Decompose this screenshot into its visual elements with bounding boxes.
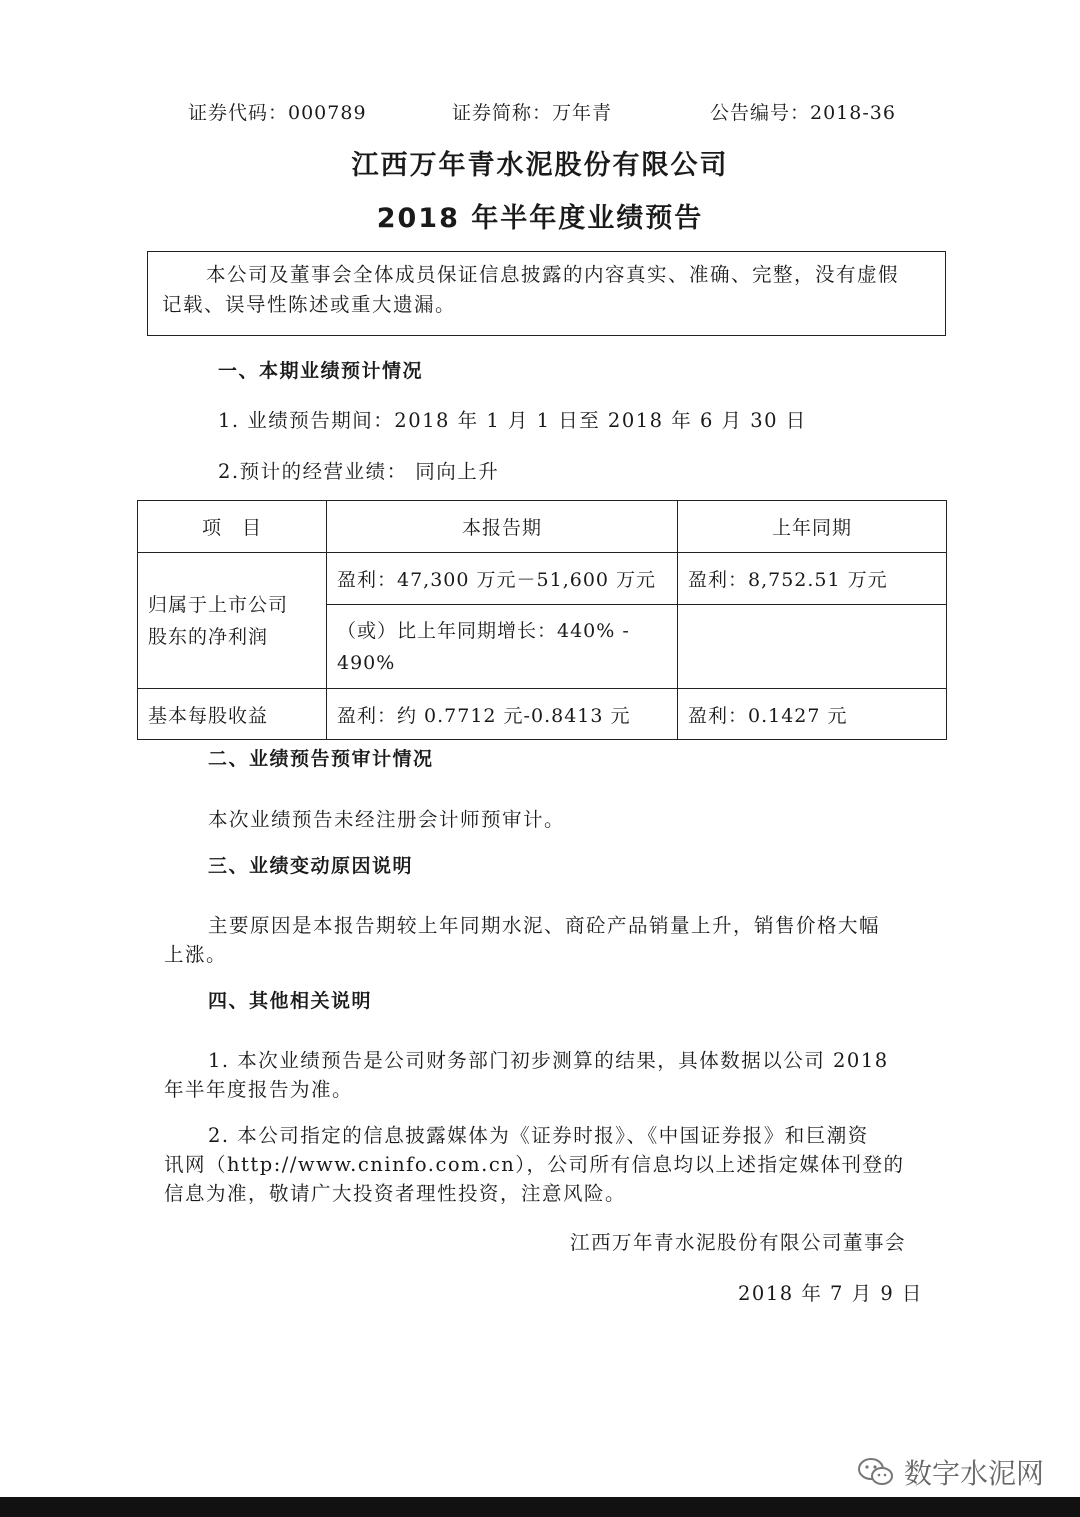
disclaimer-box bbox=[147, 251, 946, 336]
watermark bbox=[856, 1452, 1044, 1492]
row-label-net-profit: 归属于上市公司 股东的净利润 bbox=[138, 553, 327, 689]
table-header-prior: 上年同期 bbox=[678, 501, 947, 553]
company-title: 江西万年青水泥股份有限公司 bbox=[351, 150, 729, 181]
bottom-edge-bar bbox=[0, 1497, 1080, 1517]
net-profit-growth-prior bbox=[678, 605, 947, 689]
section-2-heading: 二、业绩预告预审计情况 bbox=[208, 748, 434, 770]
row-label-eps: 基本每股收益 bbox=[138, 689, 327, 740]
section-4-p1-line-1: 1. 本次业绩预告是公司财务部门初步测算的结果，具体数据以公司 2018 bbox=[208, 1049, 889, 1072]
table-header-item: 项 目 bbox=[138, 501, 327, 553]
net-profit-prior: 盈利：8,752.51 万元 bbox=[678, 553, 947, 605]
wechat-icon bbox=[856, 1456, 896, 1488]
table-header-current: 本报告期 bbox=[327, 501, 678, 553]
section-1-heading: 一、本期业绩预计情况 bbox=[218, 360, 424, 382]
disclaimer-line-1: 本公司及董事会全体成员保证信息披露的内容真实、准确、完整，没有虚假 bbox=[206, 263, 900, 286]
forecast-period: 1. 业绩预告期间：2018 年 1 月 1 日至 2018 年 6 月 30 日 bbox=[218, 409, 807, 432]
section-4-p2-line-2: 讯网（http://www.cninfo.com.cn），公司所有信息均以上述指定媒体刊登的 bbox=[164, 1153, 905, 1176]
section-2-body: 本次业绩预告未经注册会计师预审计。 bbox=[208, 808, 566, 831]
section-4-p1-line-2: 年半年度报告为准。 bbox=[164, 1078, 354, 1101]
section-4-heading: 四、其他相关说明 bbox=[208, 990, 373, 1012]
notice-number: 公告编号：2018-36 bbox=[710, 102, 896, 124]
section-4-p2-line-3: 信息为准，敬请广大投资者理性投资，注意风险。 bbox=[164, 1182, 627, 1205]
watermark-text: 数字水泥网 bbox=[903, 1457, 1044, 1490]
section-3-heading: 三、业绩变动原因说明 bbox=[208, 855, 414, 877]
net-profit-growth: （或）比上年同期增长：440% - 490% bbox=[327, 605, 678, 689]
stock-code: 证券代码：000789 bbox=[188, 102, 367, 124]
stock-abbr: 证券简称：万年青 bbox=[452, 102, 613, 124]
section-4-p2-line-1: 2. 本公司指定的信息披露媒体为《证券时报》、《中国证券报》和巨潮资 bbox=[208, 1124, 869, 1147]
net-profit-current: 盈利：47,300 万元－51,600 万元 bbox=[327, 553, 678, 605]
expected-performance: 2.预计的经营业绩： 同向上升 bbox=[218, 460, 500, 483]
disclaimer-line-2: 记载、误导性陈述或重大遗漏。 bbox=[162, 293, 457, 316]
eps-current: 盈利：约 0.7712 元-0.8413 元 bbox=[327, 689, 678, 740]
signature-org: 江西万年青水泥股份有限公司董事会 bbox=[570, 1231, 907, 1254]
forecast-table bbox=[137, 500, 947, 740]
signature-date: 2018 年 7 月 9 日 bbox=[738, 1282, 923, 1305]
section-3-line-1: 主要原因是本报告期较上年同期水泥、商砼产品销量上升，销售价格大幅 bbox=[208, 914, 881, 937]
report-title: 2018 年半年度业绩预告 bbox=[376, 203, 704, 234]
section-3-line-2: 上涨。 bbox=[164, 943, 228, 966]
eps-prior: 盈利：0.1427 元 bbox=[678, 689, 947, 740]
